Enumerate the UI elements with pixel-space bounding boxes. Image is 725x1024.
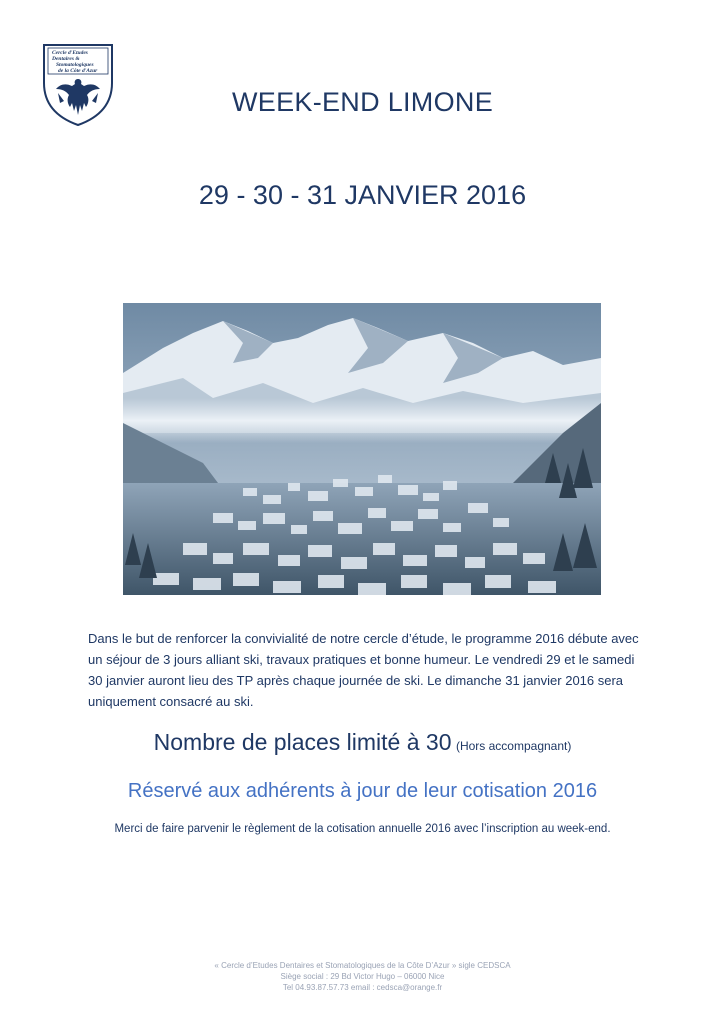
- event-dates: 29 - 30 - 31 JANVIER 2016: [198, 180, 527, 210]
- logo-line-2: Dentaires &: [52, 56, 80, 62]
- footer-contact: Tel 04.93.87.57.73 email : cedsca@orange.fr: [282, 983, 443, 992]
- logo-line-3: Stomatologiques: [56, 62, 94, 68]
- footer-address: Siège social : 29 Bd Victor Hugo – 06000 Nice: [280, 972, 445, 981]
- places-limit-note: (Hors accompagnant): [455, 739, 572, 753]
- intro-paragraph: Dans le but de renforcer la convivialité de notre cercle d’étude, le programme 2016 débute avec un séjour de 3 jours alliant ski, travaux pratiques et bonne humeur. Le vendredi 29 et le samedi 30 janvier auront lieu des TP après chaque journée de ski. Le dimanche 31 janvier 2016 sera uniquement consacré au ski.: [88, 631, 639, 709]
- payment-instruction: Merci de faire parvenir le règlement de la cotisation annuelle 2016 avec l’inscription au week-end.: [114, 823, 611, 835]
- places-limit-text: Nombre de places limité à 30: [153, 729, 452, 755]
- footer-association: « Cercle d’Etudes Dentaires et Stomatologiques de la Côte D’Azur » sigle CEDSCA: [214, 961, 511, 970]
- page-title: WEEK-END LIMONE: [231, 87, 494, 117]
- reserved-members-notice: Réservé aux adhérents à jour de leur cotisation 2016: [127, 780, 598, 802]
- places-limit: [0, 729, 725, 756]
- logo-line-1: Cercle d'Etudes: [52, 50, 88, 56]
- limone-village-photo: [123, 303, 601, 595]
- footer: [0, 960, 725, 993]
- logo-line-4: de la Côte d'Azur: [58, 68, 98, 74]
